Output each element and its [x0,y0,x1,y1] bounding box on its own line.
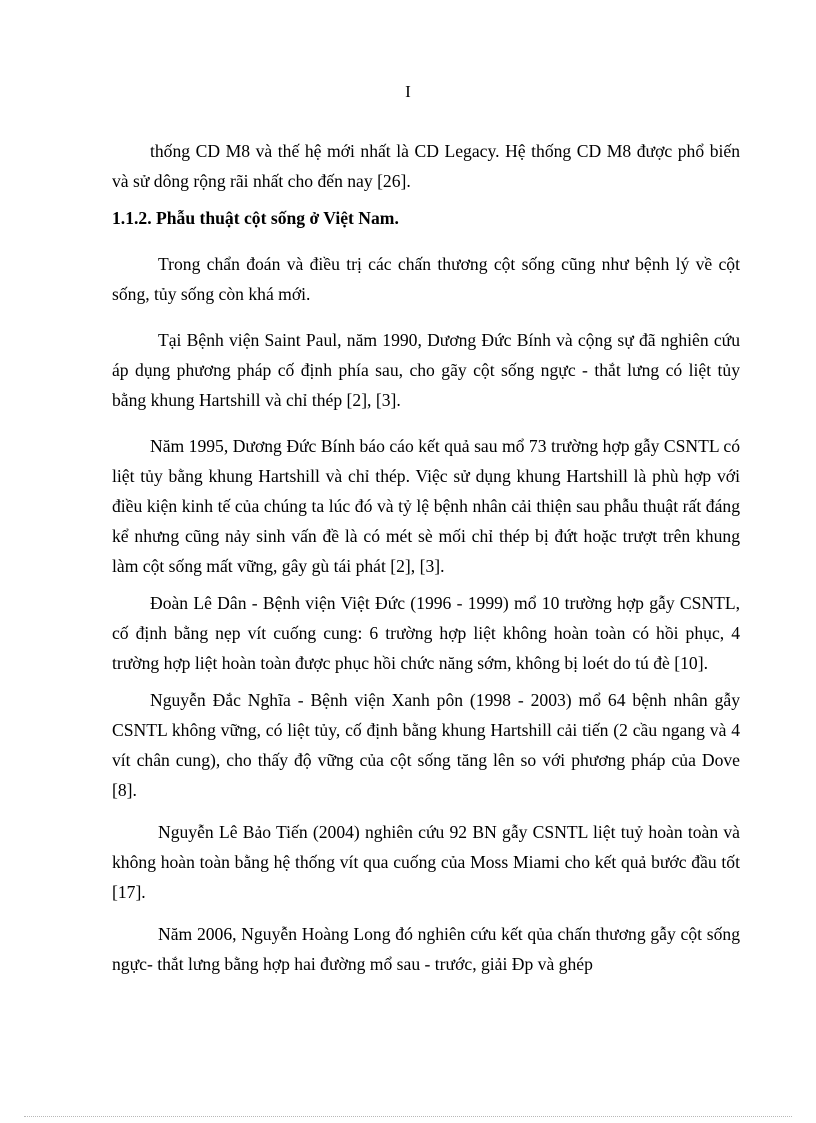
paragraph-hoang-long: Năm 2006, Nguyễn Hoàng Long đó nghiên cứu kết qủa chấn thương gẫy cột sống ngực- thắt lưng bằng hợp hai đường mổ sau - trước, giải Ðp và ghép [112,924,740,974]
paragraph-bao-tien: Nguyễn Lê Bảo Tiến (2004) nghiên cứu 92 BN gẫy CSNTL liệt tuỷ hoàn toàn và không hoàn toàn bằng hệ thống vít qua cuống của Moss Miami cho kết quả bước đầu tốt [17]. [112,822,740,902]
page-bottom-divider [24,1116,792,1117]
section-heading: 1.1.2. Phẫu thuật cột sống ở Việt Nam. [112,208,399,228]
paragraph-cd-legacy: thống CD M8 và thế hệ mới nhất là CD Legacy. Hệ thống CD M8 được phổ biến và sử dông rộng rãi nhất cho đến nay [26]. [112,141,740,191]
paragraph-saint-paul: Tại Bệnh viện Saint Paul, năm 1990, Dương Đức Bính và cộng sự đã nghiên cứu áp dụng phương pháp cố định phía sau, cho gãy cột sống ngực - thắt lưng có liệt tủy bằng khung Hartshill và chỉ thép [2], [3]. [112,330,740,410]
paragraph-1995-report: Năm 1995, Dương Đức Bính báo cáo kết quả sau mổ 73 trường hợp gẫy CSNTL có liệt tủy bằng khung Hartshill và chỉ thép. Việc sử dụng khung Hartshill là phù hợp với điều kiện kinh tế của chúng ta lúc đó và tỷ lệ bệnh nhân cải thiện sau phẫu thuật rất đáng kể nhưng cũng nảy sinh vấn đề là có mét sè mối chỉ thép bị đứt hoặc trượt trên khung làm cột sống mất vững, gây gù tái phát [2], [3]. [112,436,740,576]
page-number: I [405,82,411,101]
paragraph-viet-duc: Đoàn Lê Dân - Bệnh viện Việt Đức (1996 - 1999) mổ 10 trường hợp gẫy CSNTL, cố định bằng nẹp vít cuống cung: 6 trường hợp liệt không hoàn toàn có hồi phục, 4 trường hợp liệt hoàn toàn được phục hồi chức năng sớm, không bị loét do tú đè [10]. [112,593,740,673]
document-body [112,136,740,979]
paragraph-intro: Trong chẩn đoán và điều trị các chấn thương cột sống cũng như bệnh lý về cột sống, tủy sống còn khá mới. [112,254,740,304]
paragraph-xanh-pon: Nguyễn Đắc Nghĩa - Bệnh viện Xanh pôn (1998 - 2003) mổ 64 bệnh nhân gẫy CSNTL không vững, có liệt tủy, cố định bằng khung Hartshill cải tiến (2 cầu ngang và 4 vít chân cung), cho thấy độ vững của cột sống tăng lên so với phương pháp của Dove [8]. [112,690,740,800]
